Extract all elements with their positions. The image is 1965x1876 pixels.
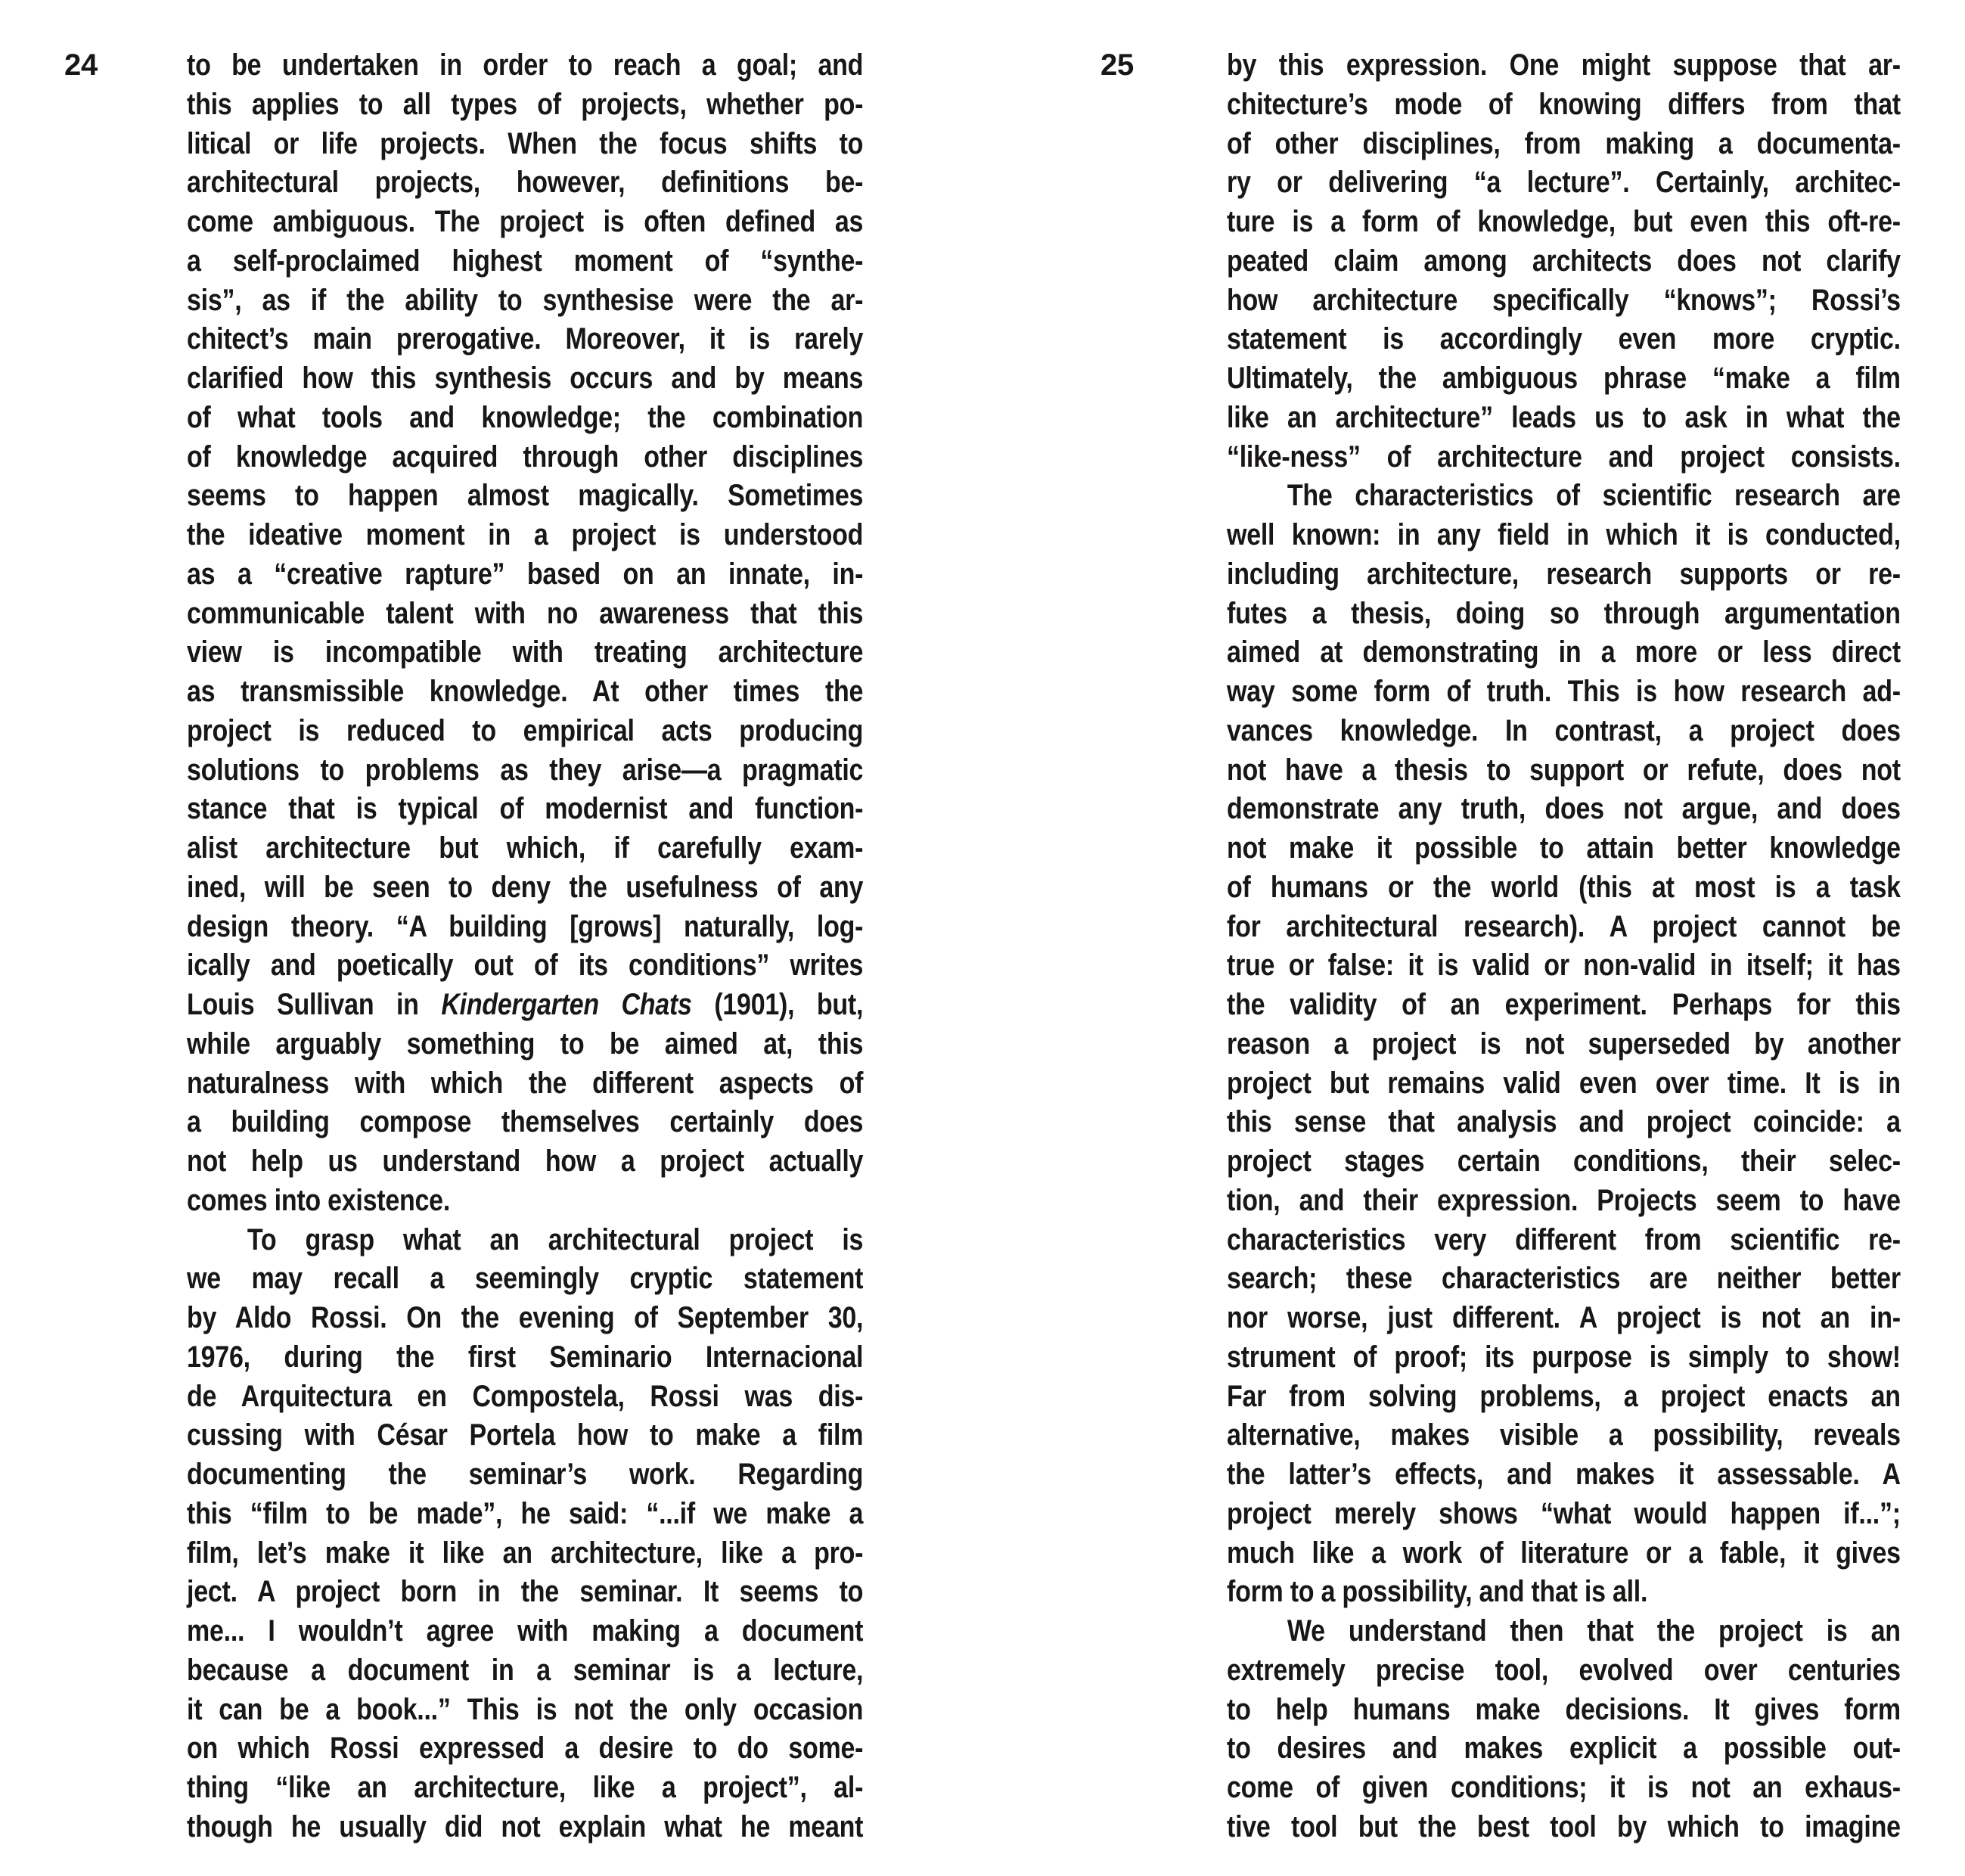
- text-line: sis”, as if the ability to synthesise were the ar-: [187, 283, 864, 317]
- text-line: stance that is typical of modernist and function-: [187, 792, 864, 826]
- text-line: cussing with César Portela how to make a film: [187, 1418, 864, 1452]
- text-line: not help us understand how a project actually: [187, 1145, 864, 1178]
- page-number-24: 24: [64, 48, 98, 82]
- text-line: To grasp what an architectural project is: [247, 1222, 864, 1256]
- text-line: reason a project is not superseded by another: [1227, 1027, 1901, 1061]
- text-line: Far from solving problems, a project enacts an: [1227, 1379, 1901, 1413]
- page-number-25: 25: [1100, 48, 1134, 82]
- text-line: come ambiguous. The project is often defined as: [187, 205, 864, 238]
- text-line: like an architecture” leads us to ask in what the: [1227, 400, 1901, 434]
- text-line: Ultimately, the ambiguous phrase “make a film: [1227, 362, 1901, 395]
- text-line: 1976, during the first Seminario Internacional: [187, 1340, 864, 1374]
- text-line: ture is a form of knowledge, but even this oft-re-: [1227, 205, 1901, 238]
- text-line: by this expression. One might suppose that ar-: [1227, 48, 1901, 82]
- text-line: to be undertaken in order to reach a goal; and: [187, 48, 864, 82]
- text-line: We understand then that the project is an: [1287, 1614, 1901, 1648]
- text-line: alternative, makes visible a possibility, reveals: [1227, 1418, 1901, 1452]
- text-line: Louis Sullivan in Kindergarten Chats (1901), but,: [187, 988, 864, 1021]
- text-line: strument of proof; its purpose is simply to show!: [1227, 1340, 1901, 1374]
- text-line: project but remains valid even over time. It is in: [1227, 1066, 1901, 1100]
- text-line: to help humans make decisions. It gives form: [1227, 1692, 1901, 1726]
- text-line: we may recall a seemingly cryptic statement: [187, 1262, 864, 1296]
- text-line: film, let’s make it like an architecture, like a pro-: [187, 1536, 864, 1570]
- text-line: not have a thesis to support or refute, does not: [1227, 753, 1901, 787]
- text-line: form to a possibility, and that is all.: [1227, 1575, 1648, 1609]
- text-line: The characteristics of scientific research are: [1287, 479, 1901, 513]
- text-line: de Arquitectura en Compostela, Rossi was dis-: [187, 1379, 864, 1413]
- text-line: extremely precise tool, evolved over centuries: [1227, 1653, 1901, 1687]
- text-line: solutions to problems as they arise—a pragmatic: [187, 753, 864, 787]
- text-line: project merely shows “what would happen if...”;: [1227, 1496, 1901, 1530]
- text-line: comes into existence.: [187, 1183, 451, 1217]
- text-line: communicable talent with no awareness that this: [187, 596, 864, 630]
- text-line: aimed at demonstrating in a more or less direct: [1227, 635, 1901, 669]
- text-line: architectural projects, however, definitions be-: [187, 166, 864, 200]
- text-line: way some form of truth. This is how research ad-: [1227, 675, 1901, 708]
- text-line: project is reduced to empirical acts producing: [187, 713, 864, 747]
- page-25-text-column: [1227, 46, 1901, 1847]
- text-line: though he usually did not explain what he meant: [187, 1809, 864, 1843]
- text-line: chitect’s main prerogative. Moreover, it is rarely: [187, 322, 864, 356]
- text-line: documenting the seminar’s work. Regarding: [187, 1458, 864, 1491]
- text-line: how architecture specifically “knows”; Rossi’s: [1227, 283, 1901, 317]
- text-line: naturalness with which the different aspects of: [187, 1066, 864, 1100]
- text-line: by Aldo Rossi. On the evening of September 30,: [187, 1301, 864, 1334]
- text-line: as transmissible knowledge. At other times the: [187, 675, 864, 708]
- text-line: seems to happen almost magically. Sometimes: [187, 479, 864, 513]
- text-line: of what tools and knowledge; the combination: [187, 400, 864, 434]
- text-line: this “film to be made”, he said: “...if we make a: [187, 1496, 864, 1530]
- text-line: including architecture, research supports or re-: [1227, 557, 1901, 591]
- text-line: chitecture’s mode of knowing differs from that: [1227, 87, 1901, 121]
- text-line: for architectural research). A project cannot be: [1227, 909, 1901, 943]
- text-line: “like-ness” of architecture and project consists.: [1227, 439, 1901, 474]
- text-line: the latter’s effects, and makes it assessable. A: [1227, 1458, 1901, 1491]
- text-line: on which Rossi expressed a desire to do some-: [187, 1732, 864, 1766]
- text-line: this sense that analysis and project coincide: a: [1227, 1105, 1901, 1139]
- text-line: a self-proclaimed highest moment of “synthe-: [187, 244, 864, 278]
- text-line: demonstrate any truth, does not argue, and does: [1227, 792, 1901, 826]
- text-line: ically and poetically out of its conditions” writes: [187, 949, 864, 983]
- text-line: come of given conditions; it is not an exhaus-: [1227, 1771, 1901, 1804]
- text-line: vances knowledge. In contrast, a project does: [1227, 713, 1901, 747]
- page-24-text-column: [187, 46, 863, 1847]
- text-line: of other disciplines, from making a documenta-: [1227, 126, 1901, 160]
- text-line: ject. A project born in the seminar. It seems to: [187, 1575, 864, 1609]
- text-line: this applies to all types of projects, whether po-: [187, 87, 864, 121]
- text-line: because a document in a seminar is a lecture,: [187, 1653, 864, 1687]
- text-line: litical or life projects. When the focus shifts to: [187, 126, 864, 160]
- text-line: true or false: it is valid or non-valid in itself; it has: [1227, 949, 1901, 983]
- text-line: tive tool but the best tool by which to imagine: [1227, 1809, 1901, 1843]
- text-line: clarified how this synthesis occurs and by means: [187, 362, 864, 395]
- text-line: futes a thesis, doing so through argumentation: [1227, 596, 1901, 630]
- text-line: the validity of an experiment. Perhaps for this: [1227, 988, 1901, 1021]
- text-line: ry or delivering “a lecture”. Certainly, architec-: [1227, 166, 1901, 200]
- text-line: of knowledge acquired through other disciplines: [187, 439, 864, 474]
- text-line: characteristics very different from scientific re-: [1227, 1222, 1901, 1256]
- text-line: search; these characteristics are neither better: [1227, 1262, 1901, 1296]
- text-line: statement is accordingly even more cryptic.: [1227, 322, 1901, 356]
- text-line: to desires and makes explicit a possible out-: [1227, 1732, 1901, 1766]
- text-line: design theory. “A building [grows] naturally, log-: [187, 909, 864, 943]
- text-line: a building compose themselves certainly does: [187, 1105, 864, 1139]
- text-line: not make it possible to attain better knowledge: [1227, 831, 1901, 865]
- text-line: well known: in any field in which it is conducted,: [1227, 518, 1901, 551]
- text-line: of humans or the world (this at most is a task: [1227, 870, 1901, 904]
- text-line: alist architecture but which, if carefully exam-: [187, 831, 864, 865]
- text-line: it can be a book...” This is not the only occasion: [187, 1692, 864, 1726]
- text-line: view is incompatible with treating architecture: [187, 635, 864, 669]
- text-line: the ideative moment in a project is understood: [187, 518, 864, 551]
- text-line: peated claim among architects does not clarify: [1227, 244, 1901, 278]
- text-line: thing “like an architecture, like a project”, al-: [187, 1771, 864, 1804]
- text-line: ined, will be seen to deny the usefulness of any: [187, 870, 864, 904]
- text-line: as a “creative rapture” based on an innate, in-: [187, 557, 864, 591]
- text-line: much like a work of literature or a fable, it gives: [1227, 1536, 1901, 1570]
- text-line: nor worse, just different. A project is not an in-: [1227, 1301, 1901, 1334]
- text-line: while arguably something to be aimed at, this: [187, 1027, 864, 1061]
- text-line: me... I wouldn’t agree with making a document: [187, 1614, 864, 1648]
- text-line: tion, and their expression. Projects seem to have: [1227, 1183, 1901, 1217]
- text-line: project stages certain conditions, their selec-: [1227, 1145, 1901, 1178]
